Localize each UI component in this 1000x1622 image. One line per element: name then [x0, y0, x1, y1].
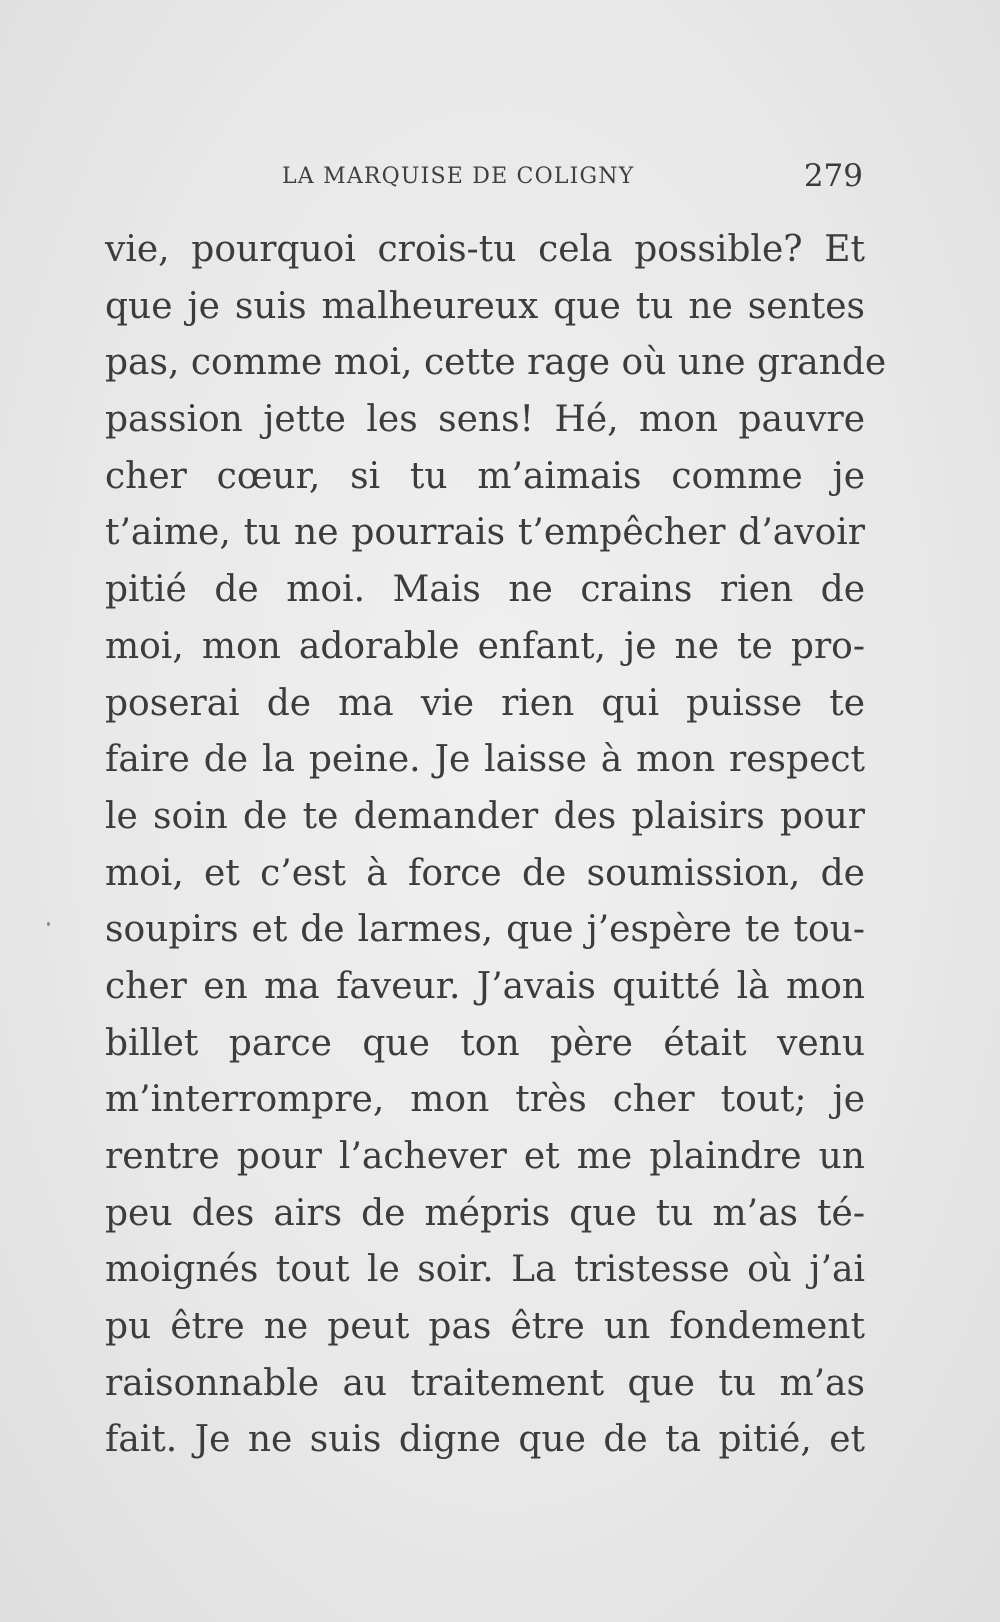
text-line: cher en ma faveur. J’avais quitté là mon	[105, 965, 865, 1007]
text-line: cher cœur, si tu m’aimais comme je	[105, 455, 865, 497]
page-number: 279	[803, 158, 863, 194]
text-line: billet parce que ton père était venu	[105, 1022, 865, 1064]
text-line: le soin de te demander des plaisirs pour	[105, 795, 865, 837]
text-line: t’aime, tu ne pourrais t’empêcher d’avoir	[105, 512, 865, 554]
text-line: peu des airs de mépris que tu m’as té-	[105, 1192, 865, 1234]
text-line: pu être ne peut pas être un fondement	[105, 1306, 865, 1348]
paper-speck	[47, 922, 50, 926]
text-line: m’interrompre, mon très cher tout; je	[105, 1079, 865, 1121]
text-line: fait. Je ne suis digne que de ta pitié, et	[105, 1419, 865, 1461]
text-line: soupirs et de larmes, que j’espère te tou-	[105, 909, 865, 951]
text-line: faire de la peine. Je laisse à mon respect	[105, 739, 865, 781]
text-line: pitié de moi. Mais ne crains rien de	[105, 569, 865, 611]
body-text	[105, 222, 887, 1469]
text-line: que je suis malheureux que tu ne sentes	[105, 285, 865, 327]
running-title: LA MARQUISE DE COLIGNY	[282, 164, 635, 189]
text-line: raisonnable au traitement que tu m’as	[105, 1362, 865, 1404]
text-line: vie, pourquoi crois-tu cela possible? Et	[105, 229, 865, 270]
text-line: moi, mon adorable enfant, je ne te pro-	[105, 625, 865, 667]
running-head	[270, 158, 870, 198]
text-line: moi, et c’est à force de soumission, de	[105, 852, 865, 894]
text-line: rentre pour l’achever et me plaindre un	[105, 1136, 865, 1177]
text-line: moignés tout le soir. La tristesse où j’ai	[105, 1249, 865, 1291]
text-line: passion jette les sens! Hé, mon pauvre	[105, 399, 865, 441]
text-line: poserai de ma vie rien qui puisse te	[105, 682, 865, 724]
text-line: pas, comme moi, cette rage où une grande	[105, 342, 887, 384]
